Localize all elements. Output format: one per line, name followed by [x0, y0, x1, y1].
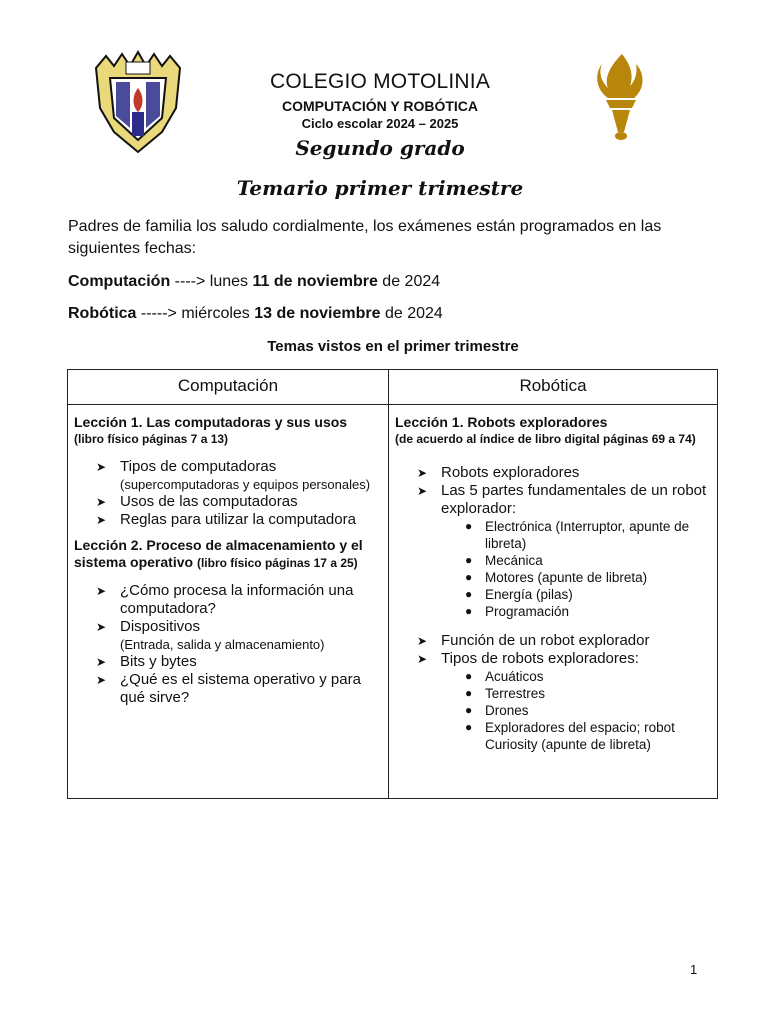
topic-text: Dispositivos [120, 618, 201, 635]
temario-title: Temario primer trimestre [236, 176, 524, 200]
exam-arrow: ----> lunes [170, 273, 253, 290]
robotica-column [395, 414, 711, 753]
school-cycle: Ciclo escolar 2024 – 2025 [301, 116, 459, 131]
list-item [74, 671, 382, 707]
exam-year: de 2024 [380, 305, 443, 322]
exam-year: de 2024 [377, 273, 441, 290]
bullet-icon: ● [465, 587, 473, 601]
column-divider [388, 370, 389, 798]
bullet-icon: ● [465, 703, 473, 717]
lesson-topics [74, 458, 382, 529]
list-item [395, 719, 711, 753]
page-number: 1 [690, 962, 698, 977]
grade-title: Segundo grado [295, 136, 465, 160]
arrow-bullet-icon: ➤ [96, 584, 107, 598]
topics-table [67, 369, 718, 799]
topic-text: Bits y bytes [120, 653, 197, 670]
list-item [74, 493, 382, 511]
arrow-bullet-icon: ➤ [96, 460, 107, 474]
topic-text: Las 5 partes fundamentales de un robot explorador: [441, 482, 707, 517]
bullet-icon: ● [465, 720, 473, 734]
arrow-bullet-icon: ➤ [96, 495, 107, 509]
arrow-bullet-icon: ➤ [417, 652, 428, 666]
bullet-icon: ● [465, 604, 473, 618]
header-divider [68, 404, 717, 405]
lesson-topics [395, 632, 711, 668]
list-item [395, 603, 711, 620]
part-text: Mecánica [485, 553, 543, 568]
type-text: Exploradores del espacio; robot Curiosity (apunte de libreta) [485, 720, 675, 752]
subject-title: COMPUTACIÓN Y ROBÓTICA [281, 98, 478, 114]
topic-text: Robots exploradores [441, 464, 580, 481]
part-text: Electrónica (Interruptor, apunte de libreta) [485, 519, 690, 551]
lesson-topics [395, 464, 711, 518]
lesson-title: Lección 1. Robots exploradores [395, 414, 608, 430]
bullet-icon: ● [465, 669, 473, 683]
torch-logo [592, 52, 650, 144]
list-item [395, 464, 711, 482]
list-item [395, 632, 711, 650]
topic-text: Tipos de robots exploradores: [441, 650, 639, 667]
arrow-bullet-icon: ➤ [417, 634, 428, 648]
robot-types-list [395, 668, 711, 753]
bullet-icon: ● [465, 553, 473, 567]
list-item [395, 668, 711, 685]
type-text: Terrestres [485, 686, 546, 701]
computacion-column [74, 414, 382, 707]
school-crest-logo [92, 48, 184, 156]
list-item [74, 582, 382, 618]
bullet-icon: ● [465, 686, 473, 700]
list-item [74, 511, 382, 529]
robot-parts-list [395, 518, 711, 620]
topic-text: Reglas para utilizar la computadora [120, 511, 356, 528]
school-name: COLEGIO MOTOLINIA [269, 70, 491, 93]
exam-date: 11 de noviembre [252, 273, 378, 290]
list-item [395, 685, 711, 702]
lesson-2-block [74, 537, 382, 572]
list-item [395, 702, 711, 719]
exam-date-computacion [68, 271, 718, 293]
intro-paragraph: Padres de familia los saludo cordialmente, los exámenes están programados en las siguientes fechas: [68, 218, 662, 257]
topic-text: ¿Qué es el sistema operativo y para qué sirve? [120, 671, 361, 706]
topic-text: ¿Cómo procesa la información una computadora? [120, 582, 354, 617]
column-header-robotica: Robótica [519, 376, 587, 395]
list-item [74, 653, 382, 671]
topic-note: (supercomputadoras y equipos personales) [120, 477, 371, 492]
bullet-icon: ● [465, 519, 473, 533]
arrow-bullet-icon: ➤ [96, 655, 107, 669]
arrow-bullet-icon: ➤ [96, 513, 107, 527]
exam-arrow: -----> miércoles [136, 305, 255, 322]
topic-text: Tipos de computadoras [120, 458, 277, 475]
list-item [395, 650, 711, 668]
lesson-reference: (libro físico páginas 17 a 25) [196, 556, 358, 570]
arrow-bullet-icon: ➤ [417, 484, 428, 498]
arrow-bullet-icon: ➤ [96, 620, 107, 634]
exam-subject: Computación [68, 273, 171, 290]
arrow-bullet-icon: ➤ [417, 466, 428, 480]
part-text: Motores (apunte de libreta) [485, 570, 648, 585]
part-text: Programación [485, 604, 570, 619]
list-item [395, 518, 711, 552]
lesson-reference: (de acuerdo al índice de libro digital páginas 69 a 74) [395, 432, 696, 446]
topic-note: (Entrada, salida y almacenamiento) [120, 637, 325, 652]
list-item [74, 458, 382, 493]
topic-text: Usos de las computadoras [120, 493, 298, 510]
lesson-reference: (libro físico páginas 7 a 13) [74, 432, 229, 446]
type-text: Drones [485, 703, 529, 718]
part-text: Energía (pilas) [485, 587, 573, 602]
topics-heading: Temas vistos en el primer trimestre [267, 338, 519, 355]
lesson-title: Lección 2. Proceso de almacenamiento y el sistema operativo [74, 537, 363, 570]
type-text: Acuáticos [485, 669, 544, 684]
lesson-topics [74, 582, 382, 707]
exam-date-robotica [68, 303, 718, 325]
list-item [74, 618, 382, 653]
list-item [395, 552, 711, 569]
list-item [395, 586, 711, 603]
topic-text: Función de un robot explorador [441, 632, 650, 649]
exam-subject: Robótica [68, 305, 137, 322]
list-item [395, 482, 711, 518]
list-item [395, 569, 711, 586]
bullet-icon: ● [465, 570, 473, 584]
arrow-bullet-icon: ➤ [96, 673, 107, 687]
exam-date: 13 de noviembre [254, 305, 381, 322]
lesson-title: Lección 1. Las computadoras y sus usos [74, 414, 348, 430]
column-header-computacion: Computación [177, 376, 279, 395]
